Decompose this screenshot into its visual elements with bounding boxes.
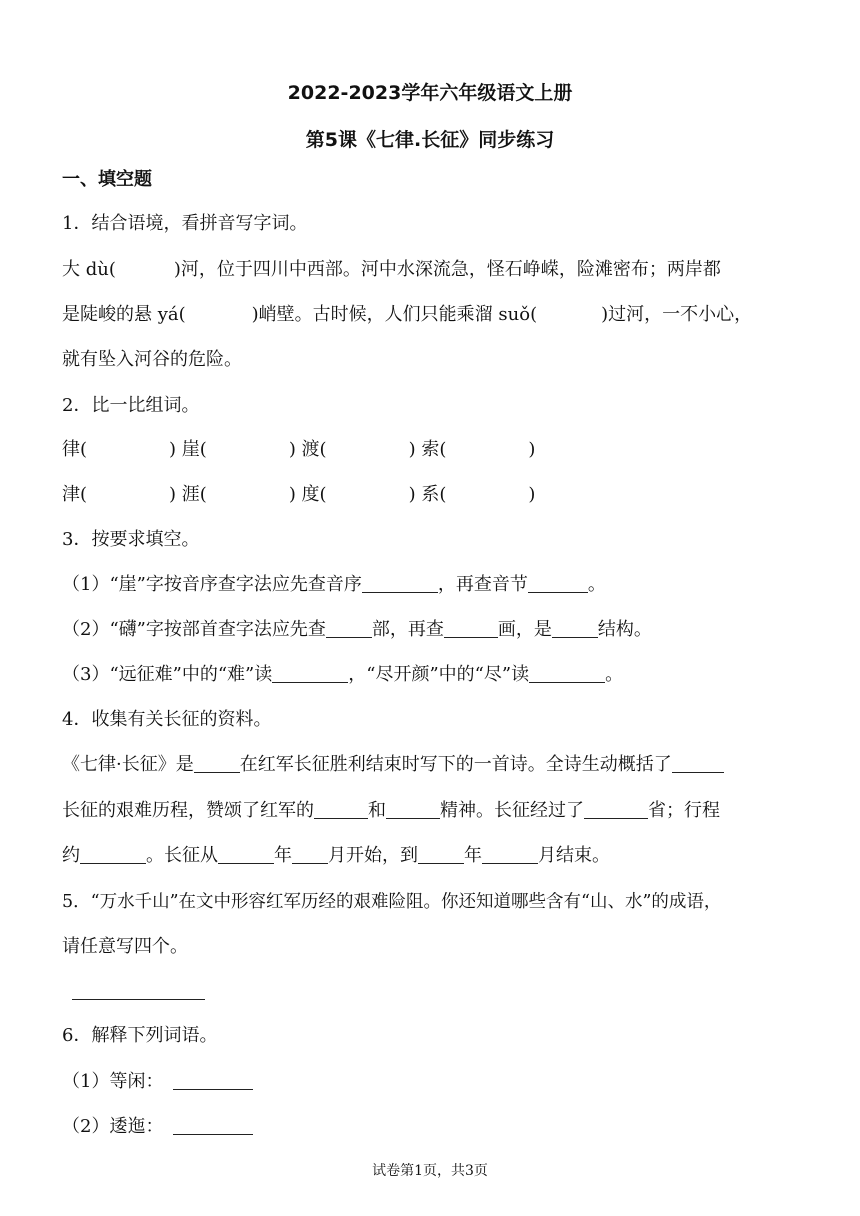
q2-char: 律( bbox=[62, 439, 88, 460]
q3-blank[interactable] bbox=[326, 619, 372, 638]
q4-blank[interactable] bbox=[194, 754, 240, 773]
q1-text: 大 dù( bbox=[62, 259, 116, 280]
q6-text: （2）逶迤： bbox=[62, 1116, 164, 1137]
q4-blank[interactable] bbox=[386, 800, 440, 819]
q4-text: 年 bbox=[274, 845, 292, 866]
q3-blank[interactable] bbox=[444, 619, 498, 638]
q4-blank[interactable] bbox=[80, 845, 146, 864]
question-1-stem: 1．结合语境，看拼音写字词。 bbox=[62, 213, 308, 234]
q3-text: 。 bbox=[605, 664, 624, 685]
q4-text: 约 bbox=[62, 845, 80, 866]
q6-blank[interactable] bbox=[173, 1071, 253, 1090]
q3-text: 画，是 bbox=[497, 619, 552, 640]
question-1-line-3: 就有坠入河谷的危险。 bbox=[62, 349, 242, 370]
q4-text: 精神。长征经过了 bbox=[440, 800, 584, 821]
q1-text: )河，位于四川中西部。河中水深流急，怪石峥嵘，险滩密布；两岸都 bbox=[173, 259, 721, 280]
q1-text: )过河，一不小心， bbox=[601, 304, 753, 325]
question-2-stem: 2．比一比组词。 bbox=[62, 395, 200, 416]
q4-blank[interactable] bbox=[418, 845, 464, 864]
question-5-stem-line-1: 5．“万水千山”在文中形容红军历经的艰难险阻。你还知道哪些含有“山、水”的成语， bbox=[62, 892, 722, 912]
question-5-stem-line-2: 请任意写四个。 bbox=[62, 936, 188, 957]
q4-blank[interactable] bbox=[314, 800, 368, 819]
q4-text: 省；行程 bbox=[648, 800, 720, 821]
document-subtitle: 第5课《七律.长征》同步练习 bbox=[305, 129, 555, 151]
question-3-item-3 bbox=[62, 663, 623, 687]
q3-text: 。 bbox=[587, 574, 606, 595]
q4-blank[interactable] bbox=[292, 845, 328, 864]
q2-char: ) bbox=[528, 439, 536, 460]
q2-char: ) 渡( bbox=[288, 439, 327, 460]
q4-blank[interactable] bbox=[672, 754, 724, 773]
question-1-line-2 bbox=[62, 303, 752, 327]
question-3-item-1 bbox=[62, 573, 606, 597]
q2-char: ) 涯( bbox=[169, 484, 207, 505]
q4-blank[interactable] bbox=[584, 800, 648, 819]
q3-blank[interactable] bbox=[552, 619, 598, 638]
question-4-line-2 bbox=[62, 799, 720, 823]
q1-text: 是陡峻的悬 yá( bbox=[62, 304, 186, 325]
q2-char: ) bbox=[528, 484, 536, 505]
q4-text: 长征的艰难历程，赞颂了红军的 bbox=[62, 800, 314, 821]
page-footer: 试卷第1页，共3页 bbox=[372, 1163, 488, 1179]
q3-text: ，“尽开颜”中的“尽”读 bbox=[348, 664, 530, 685]
q3-text: （1）“崖”字按音序查字法应先查音序 bbox=[62, 574, 362, 595]
question-6-stem: 6．解释下列词语。 bbox=[62, 1025, 218, 1046]
q2-char: 津( bbox=[62, 484, 88, 505]
question-2-row-1 bbox=[62, 438, 535, 462]
q6-text: （1）等闲： bbox=[62, 1071, 164, 1092]
question-3-item-2 bbox=[62, 618, 652, 642]
q5-answer-line[interactable] bbox=[72, 999, 205, 1000]
q3-text: 部，再查 bbox=[371, 619, 444, 640]
question-3-stem: 3．按要求填空。 bbox=[62, 529, 200, 550]
q2-char: ) 崖( bbox=[169, 439, 207, 460]
q3-blank[interactable] bbox=[362, 574, 438, 593]
q4-text: 年 bbox=[464, 845, 482, 866]
question-6-item-1 bbox=[62, 1070, 253, 1094]
q4-text: 和 bbox=[368, 800, 386, 821]
question-4-stem: 4．收集有关长征的资料。 bbox=[62, 709, 272, 730]
q3-text: ，再查音节 bbox=[437, 574, 528, 595]
q4-text: 《七律·长征》是 bbox=[62, 754, 194, 775]
q3-text: （2）“礴”字按部首查字法应先查 bbox=[62, 619, 326, 640]
question-2-row-2 bbox=[62, 483, 535, 507]
q4-text: 。长征从 bbox=[146, 845, 218, 866]
section-heading: 一、填空题 bbox=[62, 169, 152, 190]
document-title: 2022-2023学年六年级语文上册 bbox=[287, 82, 573, 104]
q3-text: （3）“远征难”中的“难”读 bbox=[62, 664, 273, 685]
q4-text: 月开始，到 bbox=[328, 845, 418, 866]
question-4-line-3 bbox=[62, 844, 610, 868]
q4-text: 在红军长征胜利结束时写下的一首诗。全诗生动概括了 bbox=[239, 754, 672, 775]
q3-text: 结构。 bbox=[597, 619, 652, 640]
q4-blank[interactable] bbox=[482, 845, 538, 864]
q4-text: 月结束。 bbox=[538, 845, 610, 866]
q3-blank[interactable] bbox=[272, 664, 348, 683]
question-1-line-1 bbox=[62, 258, 721, 282]
question-6-item-2 bbox=[62, 1115, 253, 1139]
q3-blank[interactable] bbox=[529, 664, 605, 683]
q6-blank[interactable] bbox=[173, 1116, 253, 1135]
q2-char: ) 度( bbox=[288, 484, 327, 505]
q3-blank[interactable] bbox=[528, 574, 588, 593]
q4-blank[interactable] bbox=[218, 845, 274, 864]
question-4-line-1 bbox=[62, 753, 724, 777]
q1-text: )峭壁。古时候，人们只能乘溜 suǒ( bbox=[251, 304, 538, 325]
q2-char: ) 索( bbox=[408, 439, 447, 460]
q2-char: ) 系( bbox=[408, 484, 447, 505]
